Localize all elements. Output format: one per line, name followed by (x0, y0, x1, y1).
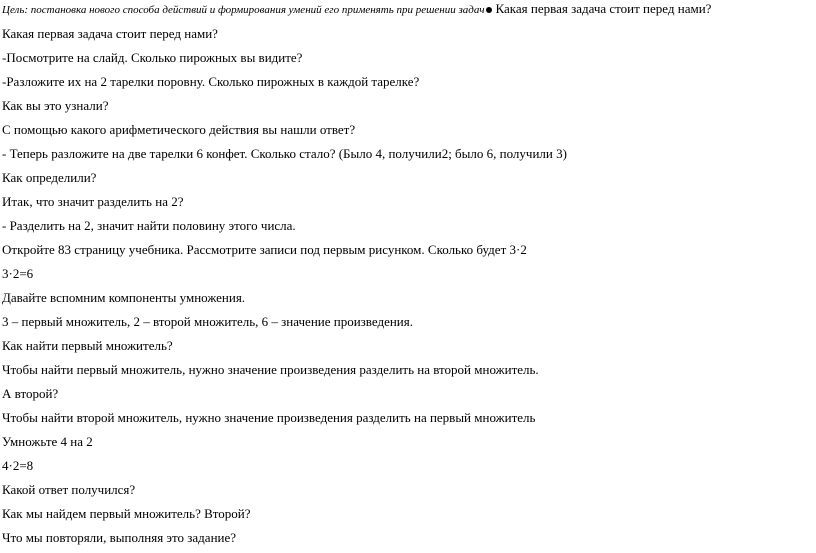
text-line: Как определили? (2, 170, 97, 185)
text-line: 3 – первый множитель, 2 – второй множитель, 6 – значение произведения. (2, 314, 413, 329)
text-line: Как мы найдем первый множитель? Второй? (2, 506, 251, 521)
text-line: -Разложите их на 2 тарелки поровну. Сколько пирожных в каждой тарелке? (2, 74, 420, 89)
text-line: - Разделить на 2, значит найти половину этого числа. (2, 218, 296, 233)
text-line: Что мы повторяли, выполняя это задание? (2, 530, 237, 545)
text-line: Давайте вспомним компоненты умножения. (2, 290, 246, 305)
text-line: А второй? (2, 386, 59, 401)
text-line: 3·2=6 (2, 266, 34, 281)
header-question: Какая первая задача стоит перед нами? (495, 1, 712, 16)
header-line (2, 1, 711, 18)
text-line: - Теперь разложите на две тарелки 6 конфет. Сколько стало? (Было 4, получили2; было 6, получили 3) (2, 146, 567, 161)
lesson-goal: Цель: постановка нового способа действий и формирования умений его применять при решении задач (2, 4, 485, 16)
text-line: Как найти первый множитель? (2, 338, 173, 353)
text-line: Какой ответ получился? (2, 482, 136, 497)
text-line: Какая первая задача стоит перед нами? (2, 26, 218, 41)
text-line: Чтобы найти первый множитель, нужно значение произведения разделить на второй множитель. (2, 362, 539, 377)
text-line: Чтобы найти второй множитель, нужно значение произведения разделить на первый множитель (2, 410, 536, 425)
text-line: -Посмотрите на слайд. Сколько пирожных вы видите? (2, 50, 303, 65)
text-line: Итак, что значит разделить на 2? (2, 194, 184, 209)
text-line: Откройте 83 страницу учебника. Рассмотрите записи под первым рисунком. Сколько будет 3·2 (2, 242, 527, 257)
text-line: 4·2=8 (2, 458, 34, 473)
text-line: Умножьте 4 на 2 (2, 434, 93, 449)
text-line: С помощью какого арифметического действия вы нашли ответ? (2, 122, 356, 137)
text-line: Как вы это узнали? (2, 98, 109, 113)
bullet-icon (486, 7, 492, 13)
